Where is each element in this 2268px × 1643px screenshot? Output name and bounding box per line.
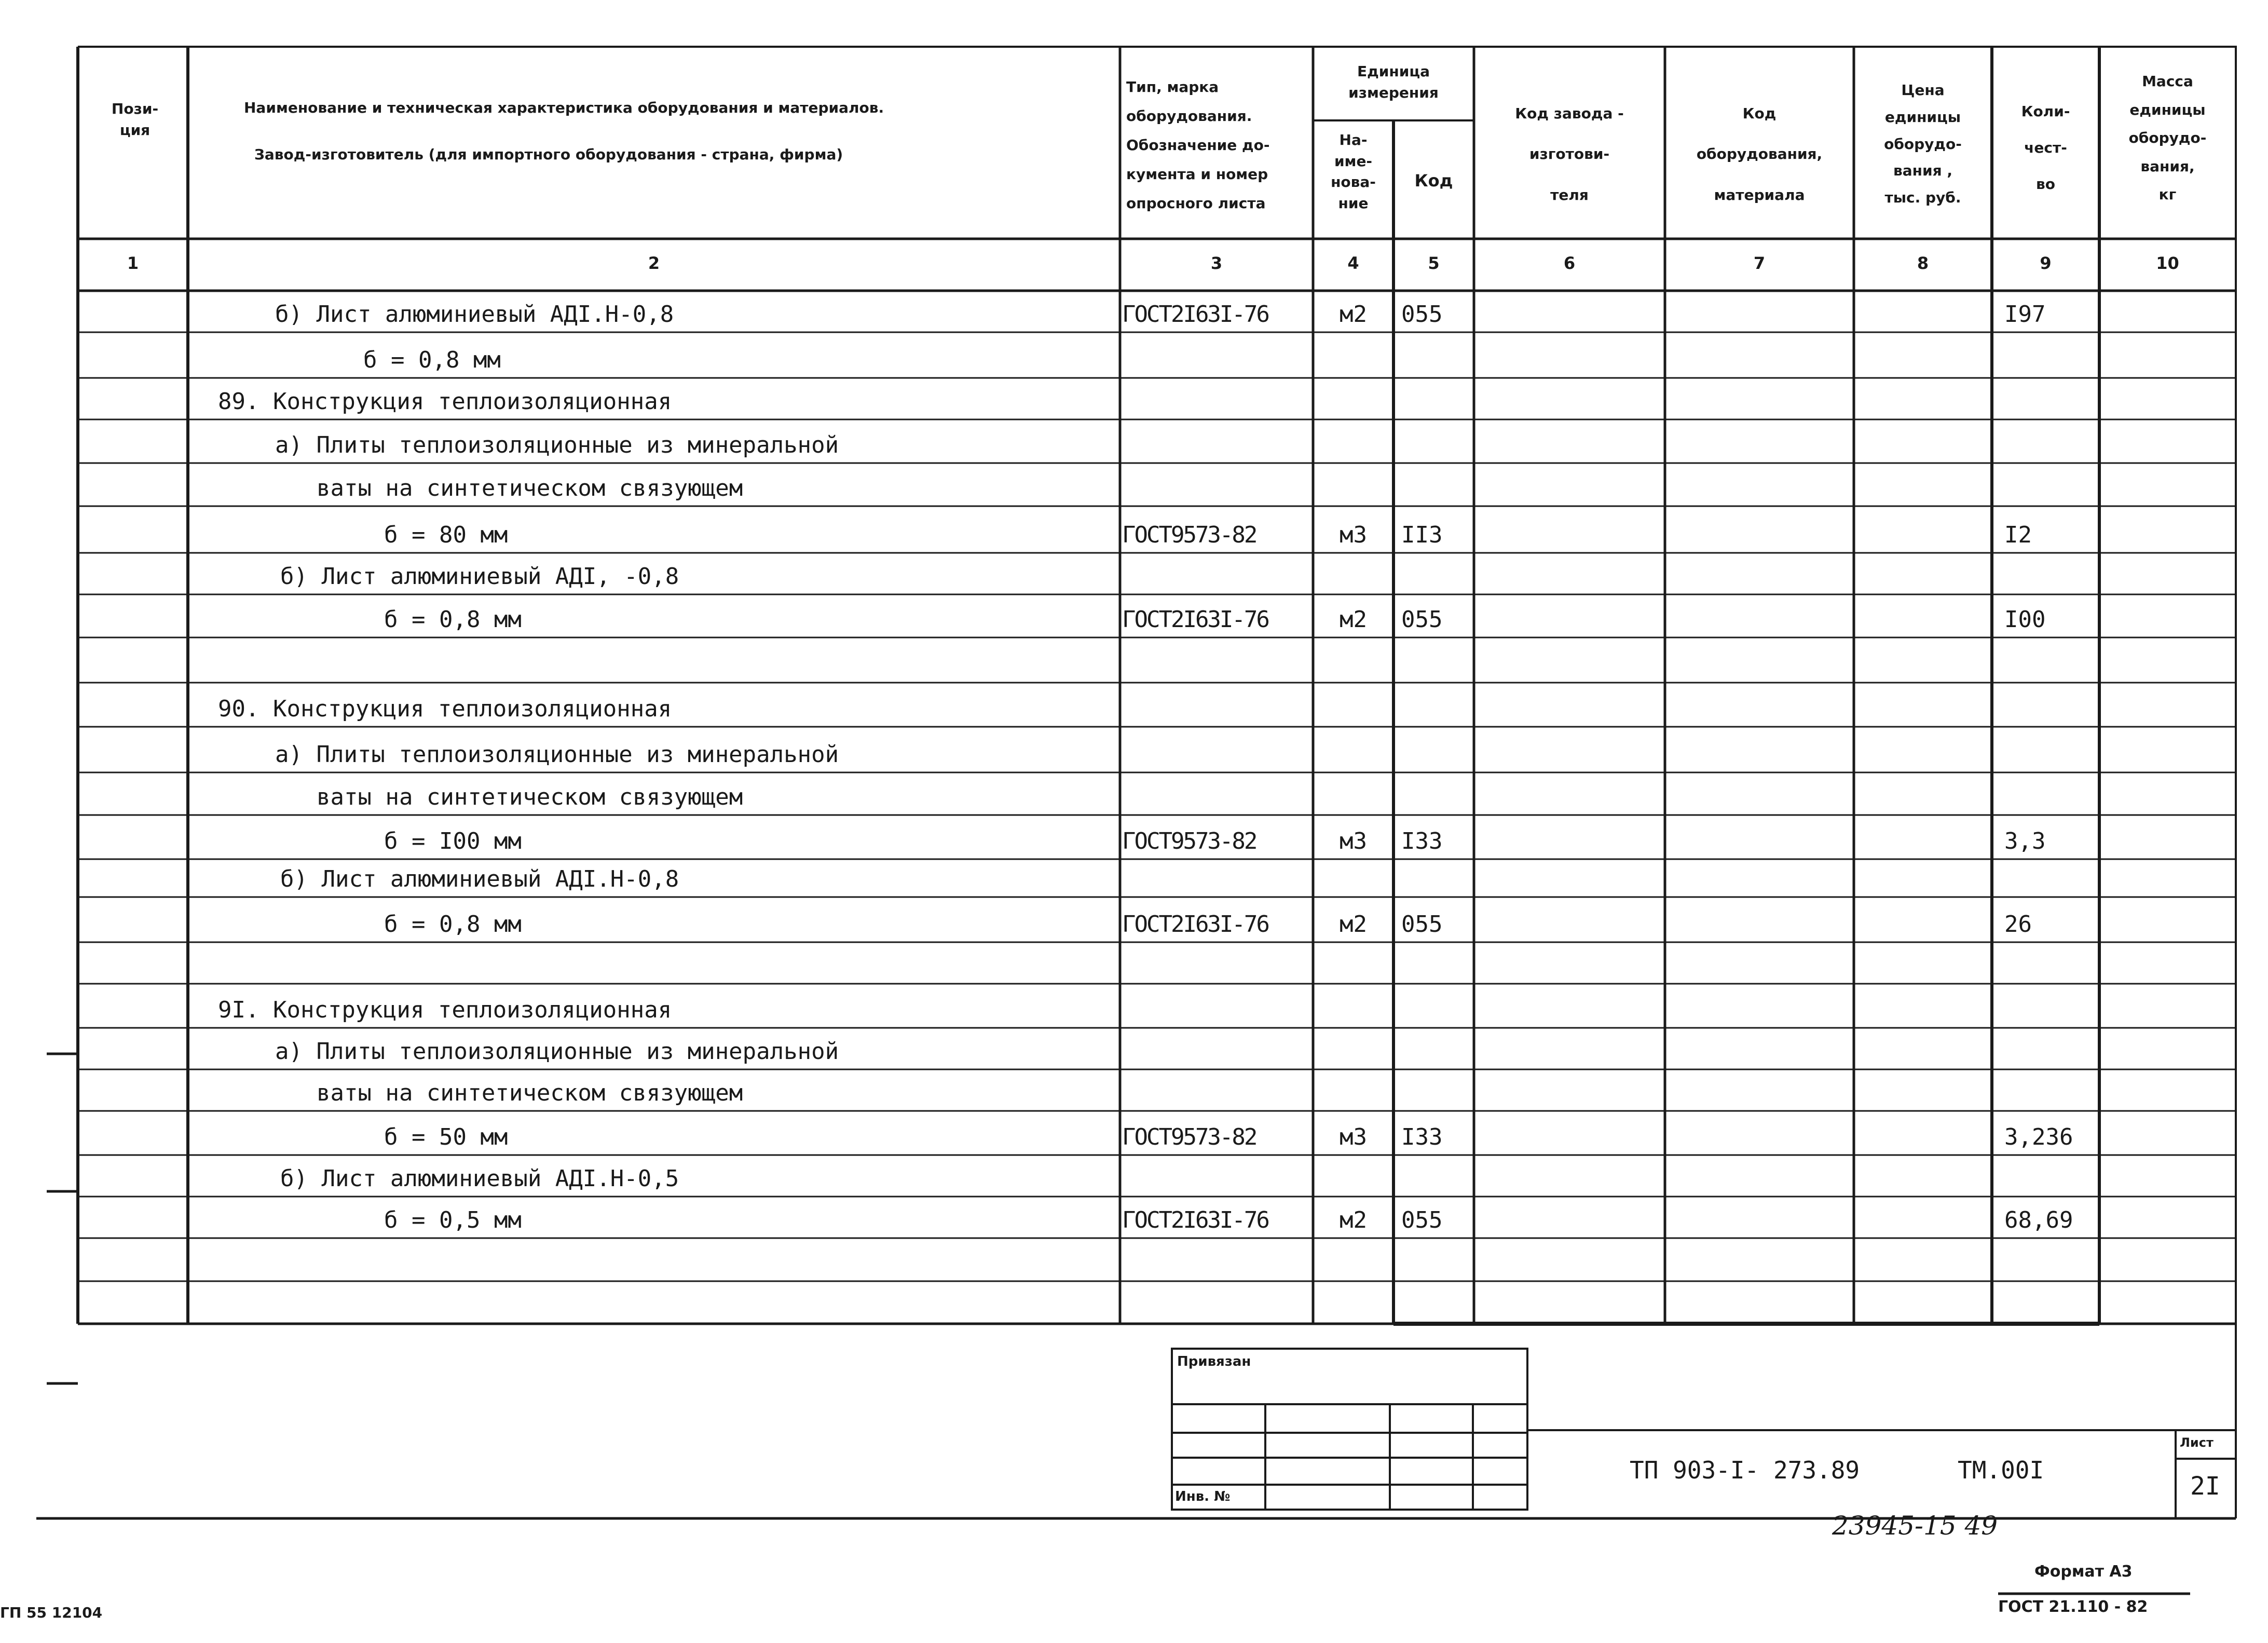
row-name: б = 0,8 мм [384, 606, 522, 633]
format-label: Формат А3 [2034, 1563, 2133, 1581]
row-unit: м3 [1340, 522, 1367, 548]
row-quantity: 26 [2004, 911, 2032, 938]
row-quantity: 68,69 [2004, 1207, 2073, 1233]
row-document: ГОСТ9573-82 [1122, 828, 1256, 854]
header-unit-name [1313, 130, 1393, 214]
row-document: ГОСТ2I63I-76 [1122, 606, 1268, 633]
row-unit-code: 055 [1401, 911, 1443, 938]
column-number-10: 10 [2156, 253, 2179, 273]
header-doc-text: Тип, марка оборудования. Обозначение до- кумента и номер опросного листа [1126, 78, 1270, 212]
column-number-9: 9 [2040, 253, 2052, 273]
header-mass-text: Масса единицы оборудо- вания, кг [2128, 73, 2207, 203]
row-unit-code: 055 [1401, 606, 1443, 633]
header-material-code-text: Код оборудования, материала [1696, 105, 1823, 203]
row-name: б = 0,8 мм [384, 911, 522, 938]
row-unit-code: 055 [1401, 1207, 1443, 1233]
header-position [93, 99, 176, 141]
row-name: а) Плиты теплоизоляционные из минеральной [275, 1038, 839, 1065]
row-name: б) Лист алюминиевый АДI, -0,8 [280, 563, 679, 590]
row-name: б = 80 мм [384, 522, 508, 548]
header-mass [2099, 67, 2236, 209]
row-name: ваты на синтетическом связующем [317, 1080, 743, 1106]
row-quantity: 3,3 [2004, 828, 2046, 854]
row-unit: м2 [1340, 606, 1367, 633]
row-unit: м3 [1340, 1124, 1367, 1150]
row-name: б) Лист алюминиевый АДI.Н-0,8 [280, 866, 679, 892]
header-name-line1: Наименование и техническая характеристика оборудования и материалов. [244, 99, 884, 116]
row-name: б = 0,8 мм [363, 347, 501, 373]
row-unit: м2 [1340, 301, 1367, 328]
header-unit-name-text: На- име- нова- ние [1331, 131, 1376, 212]
document-code: ТП 903-I- 273.89 [1630, 1456, 1860, 1484]
row-document: ГОСТ2I63I-76 [1122, 911, 1268, 938]
row-document: ГОСТ2I63I-76 [1122, 1207, 1268, 1233]
header-factory-code [1474, 93, 1665, 215]
privyazan-label: Привязан [1177, 1354, 1251, 1369]
row-unit-code: 055 [1401, 301, 1443, 328]
bottom-left-code: ГП 55 12104 [0, 1604, 103, 1621]
column-number-1: 1 [127, 253, 139, 273]
row-document: ГОСТ2I63I-76 [1122, 301, 1268, 328]
row-name: б = 0,5 мм [384, 1207, 522, 1233]
row-document: ГОСТ9573-82 [1122, 522, 1256, 548]
row-name: а) Плиты теплоизоляционные из минеральной [275, 741, 839, 768]
row-name: б = 50 мм [384, 1124, 508, 1150]
column-number-6: 6 [1563, 253, 1576, 273]
row-unit: м2 [1340, 911, 1367, 938]
row-name: 9I. Конструкция теплоизоляционная [218, 997, 672, 1023]
row-document: ГОСТ9573-82 [1122, 1124, 1256, 1150]
header-quantity [1992, 93, 2099, 202]
row-name: б = I00 мм [384, 828, 522, 854]
sheet-number: 2I [2190, 1472, 2220, 1501]
row-quantity: 3,236 [2004, 1124, 2073, 1150]
row-name: ваты на синтетическом связующем [317, 475, 743, 501]
column-number-8: 8 [1917, 253, 1929, 273]
header-material-code [1665, 93, 1854, 215]
row-name: б) Лист алюминиевый АДI.Н-0,5 [280, 1165, 679, 1192]
handwritten-number: 23945-15 49 [1832, 1511, 1998, 1541]
row-quantity: I97 [2004, 301, 2046, 328]
inventory-number-label: Инв. № [1175, 1489, 1231, 1504]
sheet-label: Лист [2180, 1435, 2214, 1450]
header-unit-group-text: Единица измерения [1348, 63, 1439, 101]
header-position-text: Пози- ция [111, 100, 159, 139]
row-quantity: I2 [2004, 522, 2032, 548]
header-doc [1121, 73, 1318, 218]
row-name: б) Лист алюминиевый АДI.Н-0,8 [275, 301, 674, 328]
column-number-2: 2 [648, 253, 660, 273]
document-mark: ТМ.00I [1958, 1456, 2044, 1484]
header-price-text: Цена единицы оборудо- вания , тыс. руб. [1884, 82, 1962, 207]
header-name-line2: Завод-изготовитель (для импортного оборудования - страна, фирма) [254, 146, 843, 163]
gost-label: ГОСТ 21.110 - 82 [1998, 1598, 2148, 1616]
column-number-3: 3 [1210, 253, 1223, 273]
column-number-5: 5 [1428, 253, 1440, 273]
row-name: а) Плиты теплоизоляционные из минеральной [275, 432, 839, 458]
header-unit-group [1313, 61, 1474, 103]
header-factory-code-text: Код завода - изготови- теля [1515, 105, 1624, 203]
header-unit-code: Код [1414, 171, 1453, 191]
header-quantity-text: Коли- чест- во [2021, 103, 2070, 193]
column-number-4: 4 [1347, 253, 1359, 273]
row-unit-code: I33 [1401, 828, 1443, 854]
row-unit: м3 [1340, 828, 1367, 854]
header-price [1854, 77, 1992, 211]
row-name: ваты на синтетическом связующем [317, 784, 743, 810]
row-name: 89. Конструкция теплоизоляционная [218, 388, 672, 415]
row-quantity: I00 [2004, 606, 2046, 633]
row-unit-code: I33 [1401, 1124, 1443, 1150]
row-unit-code: II3 [1401, 522, 1443, 548]
row-unit: м2 [1340, 1207, 1367, 1233]
column-number-7: 7 [1753, 253, 1766, 273]
row-name: 90. Конструкция теплоизоляционная [218, 696, 672, 722]
